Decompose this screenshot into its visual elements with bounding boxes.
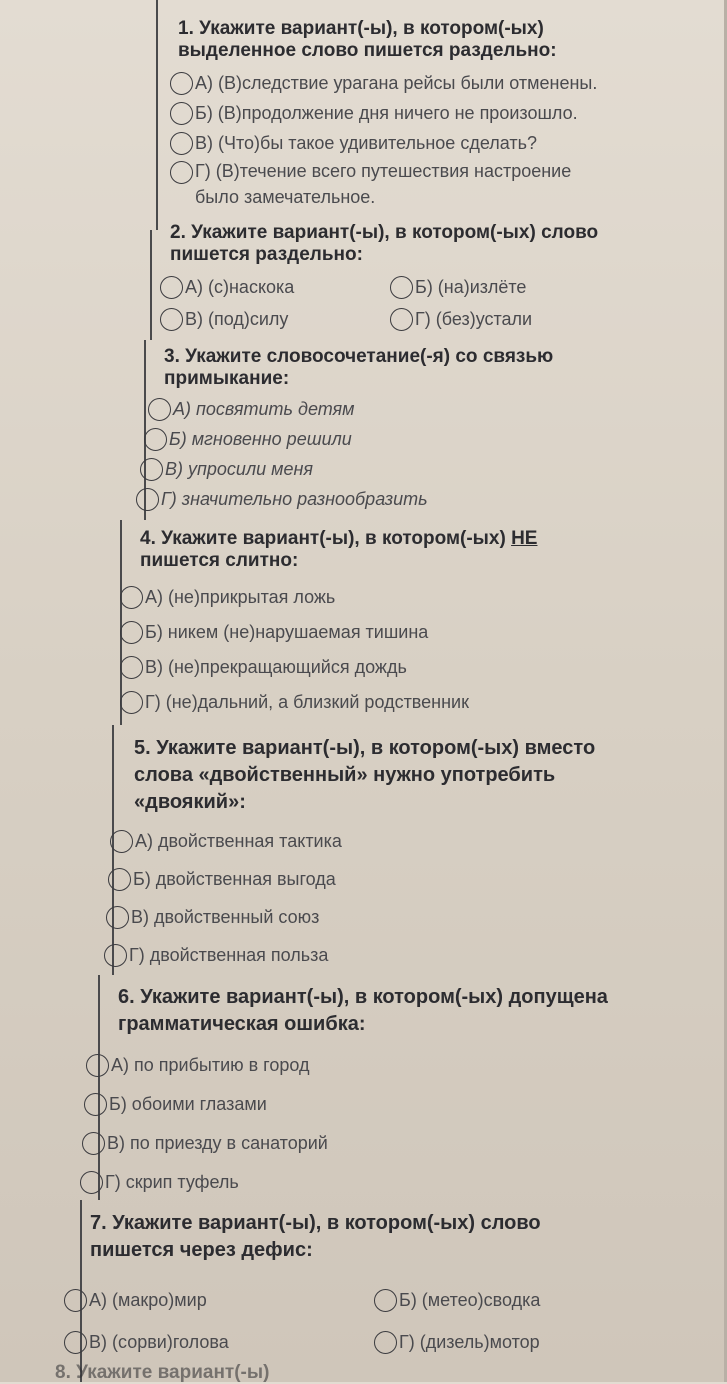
option-a[interactable]: А) посвятить детям (148, 394, 727, 424)
option-d[interactable]: Г) значительно разнообразить (136, 484, 727, 514)
question-3 (161, 346, 727, 514)
question-title: 7. Укажите вариант(-ы), в котором(-ых) слово пишется через дефис: (90, 1212, 541, 1261)
radio-button[interactable] (170, 161, 193, 184)
option-a[interactable]: А) (макро)мир (64, 1282, 374, 1318)
option-d[interactable]: Г) скрип туфель (80, 1163, 727, 1202)
question-7 (90, 1210, 727, 1360)
option-c[interactable]: В) (под)силу (160, 304, 390, 334)
radio-button[interactable] (110, 830, 133, 853)
radio-button[interactable] (374, 1331, 397, 1354)
radio-button[interactable] (144, 428, 167, 451)
option-a[interactable]: А) (В)следствие урагана рейсы были отменены. (170, 68, 727, 98)
radio-button[interactable] (86, 1054, 109, 1077)
question-title: 2. Укажите вариант(-ы), в котором(-ых) слово пишется раздельно: (170, 222, 599, 265)
question-5 (129, 735, 727, 974)
radio-button[interactable] (120, 621, 143, 644)
radio-button[interactable] (170, 102, 193, 125)
radio-button[interactable] (170, 132, 193, 155)
radio-button[interactable] (108, 868, 131, 891)
radio-button[interactable] (136, 488, 159, 511)
question-title: 6. Укажите вариант(-ы), в котором(-ых) допущена грамматическая ошибка: (118, 986, 608, 1035)
radio-button[interactable] (148, 398, 171, 421)
radio-button[interactable] (160, 308, 183, 331)
option-c[interactable]: В) (не)прекращающийся дождь (120, 650, 727, 685)
radio-button[interactable] (140, 458, 163, 481)
radio-button[interactable] (160, 276, 183, 299)
option-b[interactable]: Б) (метео)сводка (374, 1282, 624, 1318)
option-a[interactable]: А) (с)наскока (160, 272, 390, 302)
option-d[interactable]: Г) (без)устали (390, 304, 620, 334)
margin-line (150, 230, 152, 340)
radio-button[interactable] (104, 944, 127, 967)
radio-button[interactable] (390, 276, 413, 299)
option-a[interactable]: А) по прибытию в город (86, 1046, 727, 1085)
option-c[interactable]: В) упросили меня (140, 454, 727, 484)
question-1 (178, 18, 727, 210)
margin-line (156, 0, 158, 230)
radio-button[interactable] (120, 586, 143, 609)
cut-off-question-8: 8. Укажите вариант(-ы) (55, 1362, 270, 1383)
radio-button[interactable] (80, 1171, 103, 1194)
radio-button[interactable] (120, 691, 143, 714)
radio-button[interactable] (390, 308, 413, 331)
option-d[interactable]: Г) (В)течение всего путешествия настроение было замечательное. (170, 158, 727, 210)
option-d[interactable]: Г) (не)дальний, а близкий родственник (120, 685, 727, 720)
option-b[interactable]: Б) (на)излёте (390, 272, 620, 302)
radio-button[interactable] (120, 656, 143, 679)
question-6 (105, 984, 727, 1202)
radio-button[interactable] (82, 1132, 105, 1155)
option-a[interactable]: А) двойственная тактика (110, 822, 727, 860)
question-title: 1. Укажите вариант(-ы), в котором(-ых) выделенное слово пишется раздельно: (178, 18, 557, 61)
radio-button[interactable] (64, 1289, 87, 1312)
option-c[interactable]: В) (сорви)голова (64, 1324, 374, 1360)
option-c[interactable]: В) двойственный союз (106, 898, 727, 936)
option-a[interactable]: А) (не)прикрытая ложь (120, 580, 727, 615)
option-d[interactable]: Г) (дизель)мотор (374, 1324, 624, 1360)
option-c[interactable]: В) по приезду в санаторий (82, 1124, 727, 1163)
radio-button[interactable] (64, 1331, 87, 1354)
option-c[interactable]: В) (Что)бы такое удивительное сделать? (170, 128, 727, 158)
option-b[interactable]: Б) никем (не)нарушаемая тишина (120, 615, 727, 650)
option-b[interactable]: Б) мгновенно решили (144, 424, 727, 454)
option-b[interactable]: Б) двойственная выгода (108, 860, 727, 898)
question-4 (140, 528, 727, 720)
question-2 (170, 222, 727, 334)
question-title: 4. Укажите вариант(-ы), в котором(-ых) НЕ пишется слитно: (140, 528, 538, 571)
radio-button[interactable] (84, 1093, 107, 1116)
option-b[interactable]: Б) обоими глазами (84, 1085, 727, 1124)
option-d[interactable]: Г) двойственная польза (104, 936, 727, 974)
question-title: 5. Укажите вариант(-ы), в котором(-ых) вместо слова «двойственный» нужно употребить «двоякий»: (134, 737, 596, 813)
radio-button[interactable] (374, 1289, 397, 1312)
radio-button[interactable] (106, 906, 129, 929)
option-b[interactable]: Б) (В)продолжение дня ничего не произошло. (170, 98, 727, 128)
question-title: 3. Укажите словосочетание(-я) со связью примыкание: (164, 346, 554, 389)
radio-button[interactable] (170, 72, 193, 95)
